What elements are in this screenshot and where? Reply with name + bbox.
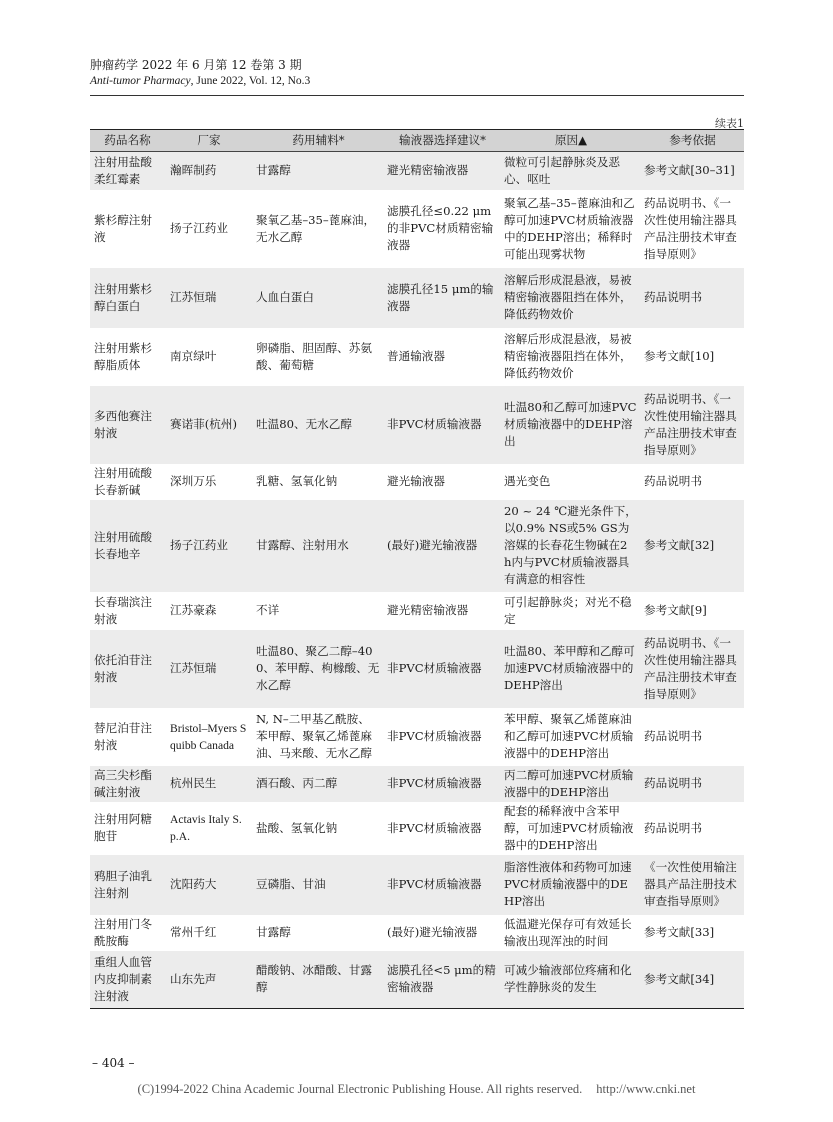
drug-name-cell: 注射用硫酸长春新碱 xyxy=(94,465,152,497)
reason-cell: 配套的稀释液中含苯甲醇，可加速PVC材质输液器中的DEHP溶出 xyxy=(504,803,634,852)
manufacturer-cell: 江苏恒瑞 xyxy=(165,268,253,328)
col-header-advice: 输液器选择建议* xyxy=(384,130,501,152)
table-row xyxy=(90,592,744,630)
reason-cell: 吐温80、苯甲醇和乙醇可加速PVC材质输液器中的DEHP溶出 xyxy=(501,630,641,708)
table-row xyxy=(90,855,744,915)
advice-cell: 滤膜孔径<5 μm的精密输液器 xyxy=(384,951,501,1009)
drug-name-cell: 注射用门冬酰胺酶 xyxy=(94,916,152,948)
reference-cell: 药品说明书、《一次性使用输注器具产品注册技术审查指导原则》 xyxy=(641,630,744,708)
advice-cell: 滤膜孔径≤0.22 μm的非PVC材质精密输液器 xyxy=(387,204,494,252)
table-row xyxy=(90,152,744,190)
excipient-cell: 甘露醇 xyxy=(253,152,384,190)
reference-cell: 药品说明书 xyxy=(641,268,744,328)
drug-name-cell: 鸦胆子油乳注射剂 xyxy=(90,855,165,915)
journal-title-en xyxy=(90,73,310,89)
col-header-manufacturer: 厂家 xyxy=(165,130,253,152)
excipient-cell: 醋酸钠、冰醋酸、甘露醇 xyxy=(253,951,384,1009)
reference-cell: 药品说明书 xyxy=(644,474,702,488)
table-row xyxy=(90,190,744,268)
table-row xyxy=(90,268,744,328)
reference-cell: 药品说明书、《一次性使用输注器具产品注册技术审查指导原则》 xyxy=(644,195,737,261)
reason-cell: 可引起静脉炎；对光不稳定 xyxy=(504,594,632,626)
reason-cell: 吐温80和乙醇可加速PVC材质输液器中的DEHP溶出 xyxy=(501,386,641,464)
advice-cell: (最好)避光输液器 xyxy=(387,925,478,939)
advice-cell: 非PVC材质输液器 xyxy=(387,729,482,743)
advice-cell: 普通输液器 xyxy=(387,349,445,363)
excipient-cell: 人血白蛋白 xyxy=(253,268,384,328)
table-continued-label: 续表1 xyxy=(715,117,744,130)
manufacturer-cell: 赛诺菲(杭州) xyxy=(165,386,253,464)
table-row xyxy=(90,708,744,766)
reason-cell: 丙二醇可加速PVC材质输液器中的DEHP溶出 xyxy=(501,766,641,802)
table-body xyxy=(90,152,744,1009)
table-row xyxy=(90,802,744,855)
manufacturer-cell: Bristol–Myers Squibb Canada xyxy=(170,721,247,752)
reference-cell: 参考文献[9] xyxy=(644,603,707,617)
header-rule xyxy=(90,95,744,96)
col-header-reason: 原因▲ xyxy=(501,130,641,152)
excipient-cell: 豆磷脂、甘油 xyxy=(253,855,384,915)
manufacturer-cell: 瀚晖制药 xyxy=(165,152,253,190)
journal-issue-info: , June 2022, Vol. 12, No.3 xyxy=(190,75,311,87)
reason-cell: 遇光变色 xyxy=(504,474,551,488)
table-row xyxy=(90,951,744,1009)
copyright-footer xyxy=(0,1082,833,1097)
manufacturer-cell: 扬子江药业 xyxy=(165,500,253,592)
advice-cell: 避光精密输液器 xyxy=(384,152,501,190)
advice-cell: 非PVC材质输液器 xyxy=(387,820,482,835)
excipient-cell: 甘露醇 xyxy=(256,925,291,939)
excipient-cell: 盐酸、氢氧化钠 xyxy=(256,820,338,835)
journal-name-italic: Anti-tumor Pharmacy xyxy=(90,75,191,87)
manufacturer-cell: 沈阳药大 xyxy=(165,855,253,915)
advice-cell: 避光精密输液器 xyxy=(387,603,469,617)
drug-name-cell: 注射用硫酸长春地辛 xyxy=(90,500,165,592)
advice-cell: (最好)避光输液器 xyxy=(384,500,501,592)
manufacturer-cell: 杭州民生 xyxy=(165,766,253,802)
excipient-cell: 甘露醇、注射用水 xyxy=(253,500,384,592)
table-row xyxy=(90,915,744,951)
manufacturer-cell: 南京绿叶 xyxy=(170,349,217,363)
footer-url: http://www.cnki.net xyxy=(596,1082,696,1096)
reason-cell: 20 ~ 24 ℃避光条件下，以0.9% NS或5% GS为溶媒的长春花生物碱在2 h内与PVC材质输液器具有满意的相容性 xyxy=(501,500,641,592)
running-header xyxy=(90,57,310,89)
advice-cell: 非PVC材质输液器 xyxy=(384,766,501,802)
col-header-excipient: 药用辅料* xyxy=(253,130,384,152)
reference-cell: 参考文献[34] xyxy=(641,951,744,1009)
reason-cell: 溶解后形成混悬液，易被精密输液器阻挡在体外，降低药物效价 xyxy=(501,268,641,328)
manufacturer-cell: 扬子江药业 xyxy=(170,221,228,235)
manufacturer-cell: 江苏豪森 xyxy=(170,603,217,617)
table-row xyxy=(90,464,744,500)
excipient-cell: 聚氧乙基–35–蓖麻油，无水乙醇 xyxy=(256,212,376,244)
drug-name-cell: 重组人血管内皮抑制素注射液 xyxy=(90,951,165,1009)
advice-cell: 避光输液器 xyxy=(387,474,445,488)
excipient-cell: 卵磷脂、胆固醇、苏氨酸、葡萄糖 xyxy=(256,340,372,372)
excipient-cell: 酒石酸、丙二醇 xyxy=(253,766,384,802)
drug-name-cell: 注射用紫杉醇脂质体 xyxy=(94,340,152,372)
excipient-cell: N, N–二甲基乙酰胺、苯甲醇、聚氧乙烯蓖麻油、马来酸、无水乙醇 xyxy=(256,712,372,760)
reference-cell: 药品说明书 xyxy=(644,820,702,835)
page-number: – 404 – xyxy=(92,1056,135,1070)
drug-name-cell: 依托泊苷注射液 xyxy=(90,630,165,708)
drug-name-cell: 紫杉醇注射液 xyxy=(94,212,152,244)
reference-cell: 药品说明书、《一次性使用输注器具产品注册技术审查指导原则》 xyxy=(641,386,744,464)
reference-cell: 参考文献[10] xyxy=(644,349,715,363)
drug-name-cell: 注射用紫杉醇白蛋白 xyxy=(90,268,165,328)
reference-cell: 《一次性使用输注器具产品注册技术审查指导原则》 xyxy=(641,855,744,915)
col-header-drug: 药品名称 xyxy=(90,130,165,152)
reference-cell: 参考文献[32] xyxy=(641,500,744,592)
manufacturer-cell: 深圳万乐 xyxy=(170,474,217,488)
reference-cell: 参考文献[33] xyxy=(644,925,715,939)
reason-cell: 脂溶性液体和药物可加速PVC材质输液器中的DEHP溶出 xyxy=(501,855,641,915)
table-row xyxy=(90,328,744,386)
advice-cell: 滤膜孔径15 μm的输液器 xyxy=(384,268,501,328)
advice-cell: 非PVC材质输液器 xyxy=(384,630,501,708)
journal-title-cn: 肿瘤药学 2022 年 6 月第 12 卷第 3 期 xyxy=(90,58,302,72)
excipient-cell: 吐温80、无水乙醇 xyxy=(253,386,384,464)
reference-cell: 药品说明书 xyxy=(644,729,702,743)
reason-cell: 溶解后形成混悬液，易被精密输液器阻挡在体外，降低药物效价 xyxy=(504,332,632,380)
drug-name-cell: 替尼泊苷注射液 xyxy=(94,720,152,752)
drug-name-cell: 多西他赛注射液 xyxy=(90,386,165,464)
excipient-cell: 乳糖、氢氧化钠 xyxy=(256,474,338,488)
reference-cell: 参考文献[30–31] xyxy=(641,152,744,190)
reference-cell: 药品说明书 xyxy=(641,766,744,802)
reason-cell: 聚氧乙基–35–蓖麻油和乙醇可加速PVC材质输液器中的DEHP溶出；稀释时可能出现雾状物 xyxy=(504,195,635,261)
manufacturer-cell: 江苏恒瑞 xyxy=(165,630,253,708)
copyright-text: (C)1994-2022 China Academic Journal Electronic Publishing House. All rights reserved. xyxy=(137,1082,583,1096)
reason-cell: 可减少输液部位疼痛和化学性静脉炎的发生 xyxy=(501,951,641,1009)
table-row xyxy=(90,630,744,708)
drug-name-cell: 注射用盐酸柔红霉素 xyxy=(90,152,165,190)
col-header-reference: 参考依据 xyxy=(641,130,744,152)
advice-cell: 非PVC材质输液器 xyxy=(384,855,501,915)
manufacturer-cell: Actavis Italy S.p.A. xyxy=(170,813,242,843)
reason-cell: 苯甲醇、聚氧乙烯蓖麻油和乙醇可加速PVC材质输液器中的DEHP溶出 xyxy=(504,712,634,760)
advice-cell: 非PVC材质输液器 xyxy=(384,386,501,464)
manufacturer-cell: 山东先声 xyxy=(165,951,253,1009)
table-row xyxy=(90,500,744,592)
reason-cell: 低温避光保存可有效延长输液出现浑浊的时间 xyxy=(504,916,632,948)
drug-name-cell: 高三尖杉酯碱注射液 xyxy=(90,766,165,802)
table-header-row xyxy=(90,130,744,152)
table-row xyxy=(90,386,744,464)
drug-infusion-table xyxy=(90,129,744,1009)
excipient-cell: 吐温80、聚乙二醇–400、苯甲醇、枸橼酸、无水乙醇 xyxy=(253,630,384,708)
drug-name-cell: 注射用阿糖胞苷 xyxy=(94,812,152,843)
table-row xyxy=(90,766,744,802)
manufacturer-cell: 常州千红 xyxy=(170,925,217,939)
reason-cell: 微粒可引起静脉炎及恶心、呕吐 xyxy=(501,152,641,190)
drug-name-cell: 长春瑞滨注射液 xyxy=(94,594,152,626)
excipient-cell: 不详 xyxy=(256,603,280,617)
